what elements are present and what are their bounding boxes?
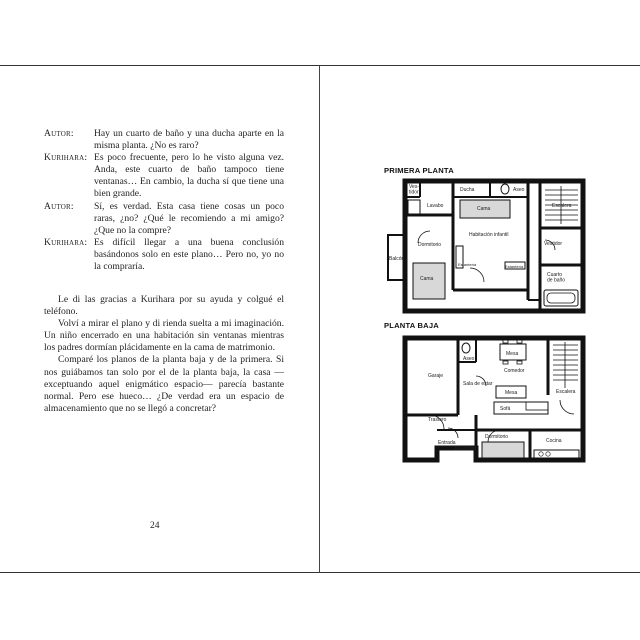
paragraph: Le di las gracias a Kurihara por su ayuda y colgué el teléfono. [44, 294, 284, 318]
room-label: Entrada [438, 440, 456, 446]
room-label: Garaje [428, 373, 444, 379]
room-label: Escalera [552, 203, 572, 209]
room-label: Recibidor [455, 446, 477, 452]
speech-text: Hay un cuarto de baño y una ducha aparte en la misma planta. ¿No es raro? [94, 128, 284, 152]
dialogue-line [44, 237, 284, 273]
room-label: Lavabo [427, 203, 444, 209]
room-label: Sala de estar [463, 381, 493, 387]
dialogue-line [44, 128, 284, 152]
ground-floor-title: PLANTA BAJA [384, 321, 439, 330]
room-label: Estantería [505, 264, 524, 269]
speech-text: Es difícil llegar a una buena conclusión basándonos solo en este plano… Pero no, yo no la compraría. [94, 236, 284, 273]
speech-text: Sí, es verdad. Esta casa tiene cosas un poco raras, ¿no? ¿Qué le recomiendo a mi amigo? ¿Que no la compre? [94, 200, 284, 236]
room-label: Sofá [500, 406, 511, 412]
narrative-text [44, 294, 284, 415]
upper-floor-title: PRIMERA PLANTA [384, 166, 454, 175]
speaker-name: Autor: [44, 128, 74, 139]
room-label: Mesa [506, 351, 519, 357]
room-label: Mesa [505, 390, 518, 396]
page-number: 24 [150, 521, 160, 531]
room-label: Cuarto de baño [547, 272, 566, 284]
room-label: Aseo [463, 356, 475, 362]
speaker-name: Autor: [44, 200, 74, 212]
room-label: Cama [477, 206, 491, 212]
page-gutter [319, 66, 320, 572]
dialogue-block [44, 128, 284, 273]
room-label: Estantería [458, 262, 477, 267]
speech-text: Es poco frecuente, pero lo he visto alguna vez. Anda, este cuarto de baño tampoco tiene ventanas… En cambio, la ducha sí que tiene una bien grande. [94, 152, 284, 200]
floor-plans [370, 170, 590, 470]
room-label: Balcón [389, 256, 405, 262]
paragraph: Comparé los planos de la planta baja y de la primera. Si nos guiábamos tan solo por el de la planta baja, la casa —exceptuando aquel enigmático espacio— parecía bastante normal. Pero ese hueco… ¿De verdad era un espacio de almacenamiento que no se llegó a concretar? [44, 354, 284, 414]
room-label: Dormitorio [485, 434, 509, 440]
room-label: Aseo [513, 187, 525, 193]
room-label: Escalera [556, 389, 576, 395]
room-label: Dormitorio [418, 242, 442, 248]
room-label: Cocina [546, 438, 562, 444]
room-label: Ducha [460, 187, 475, 193]
room-label: Vestidor [544, 241, 563, 247]
room-label: Habitación infantil [469, 232, 509, 238]
speaker-name: Kurihara: [44, 236, 88, 248]
paragraph: Volví a mirar el plano y di rienda suelta a mi imaginación. Un niño encerrado en una habitación sin ventanas mientras los padres dormían plácidamente en la cama de matrimonio. [44, 318, 284, 354]
room-label: Cama [420, 276, 434, 282]
dialogue-line [44, 201, 284, 237]
dialogue-line [44, 152, 284, 200]
room-label: Trastero [428, 417, 447, 423]
room-label: Comedor [504, 368, 525, 374]
speaker-name: Kurihara: [44, 152, 88, 164]
room-label: Ves-tidor [409, 184, 420, 196]
